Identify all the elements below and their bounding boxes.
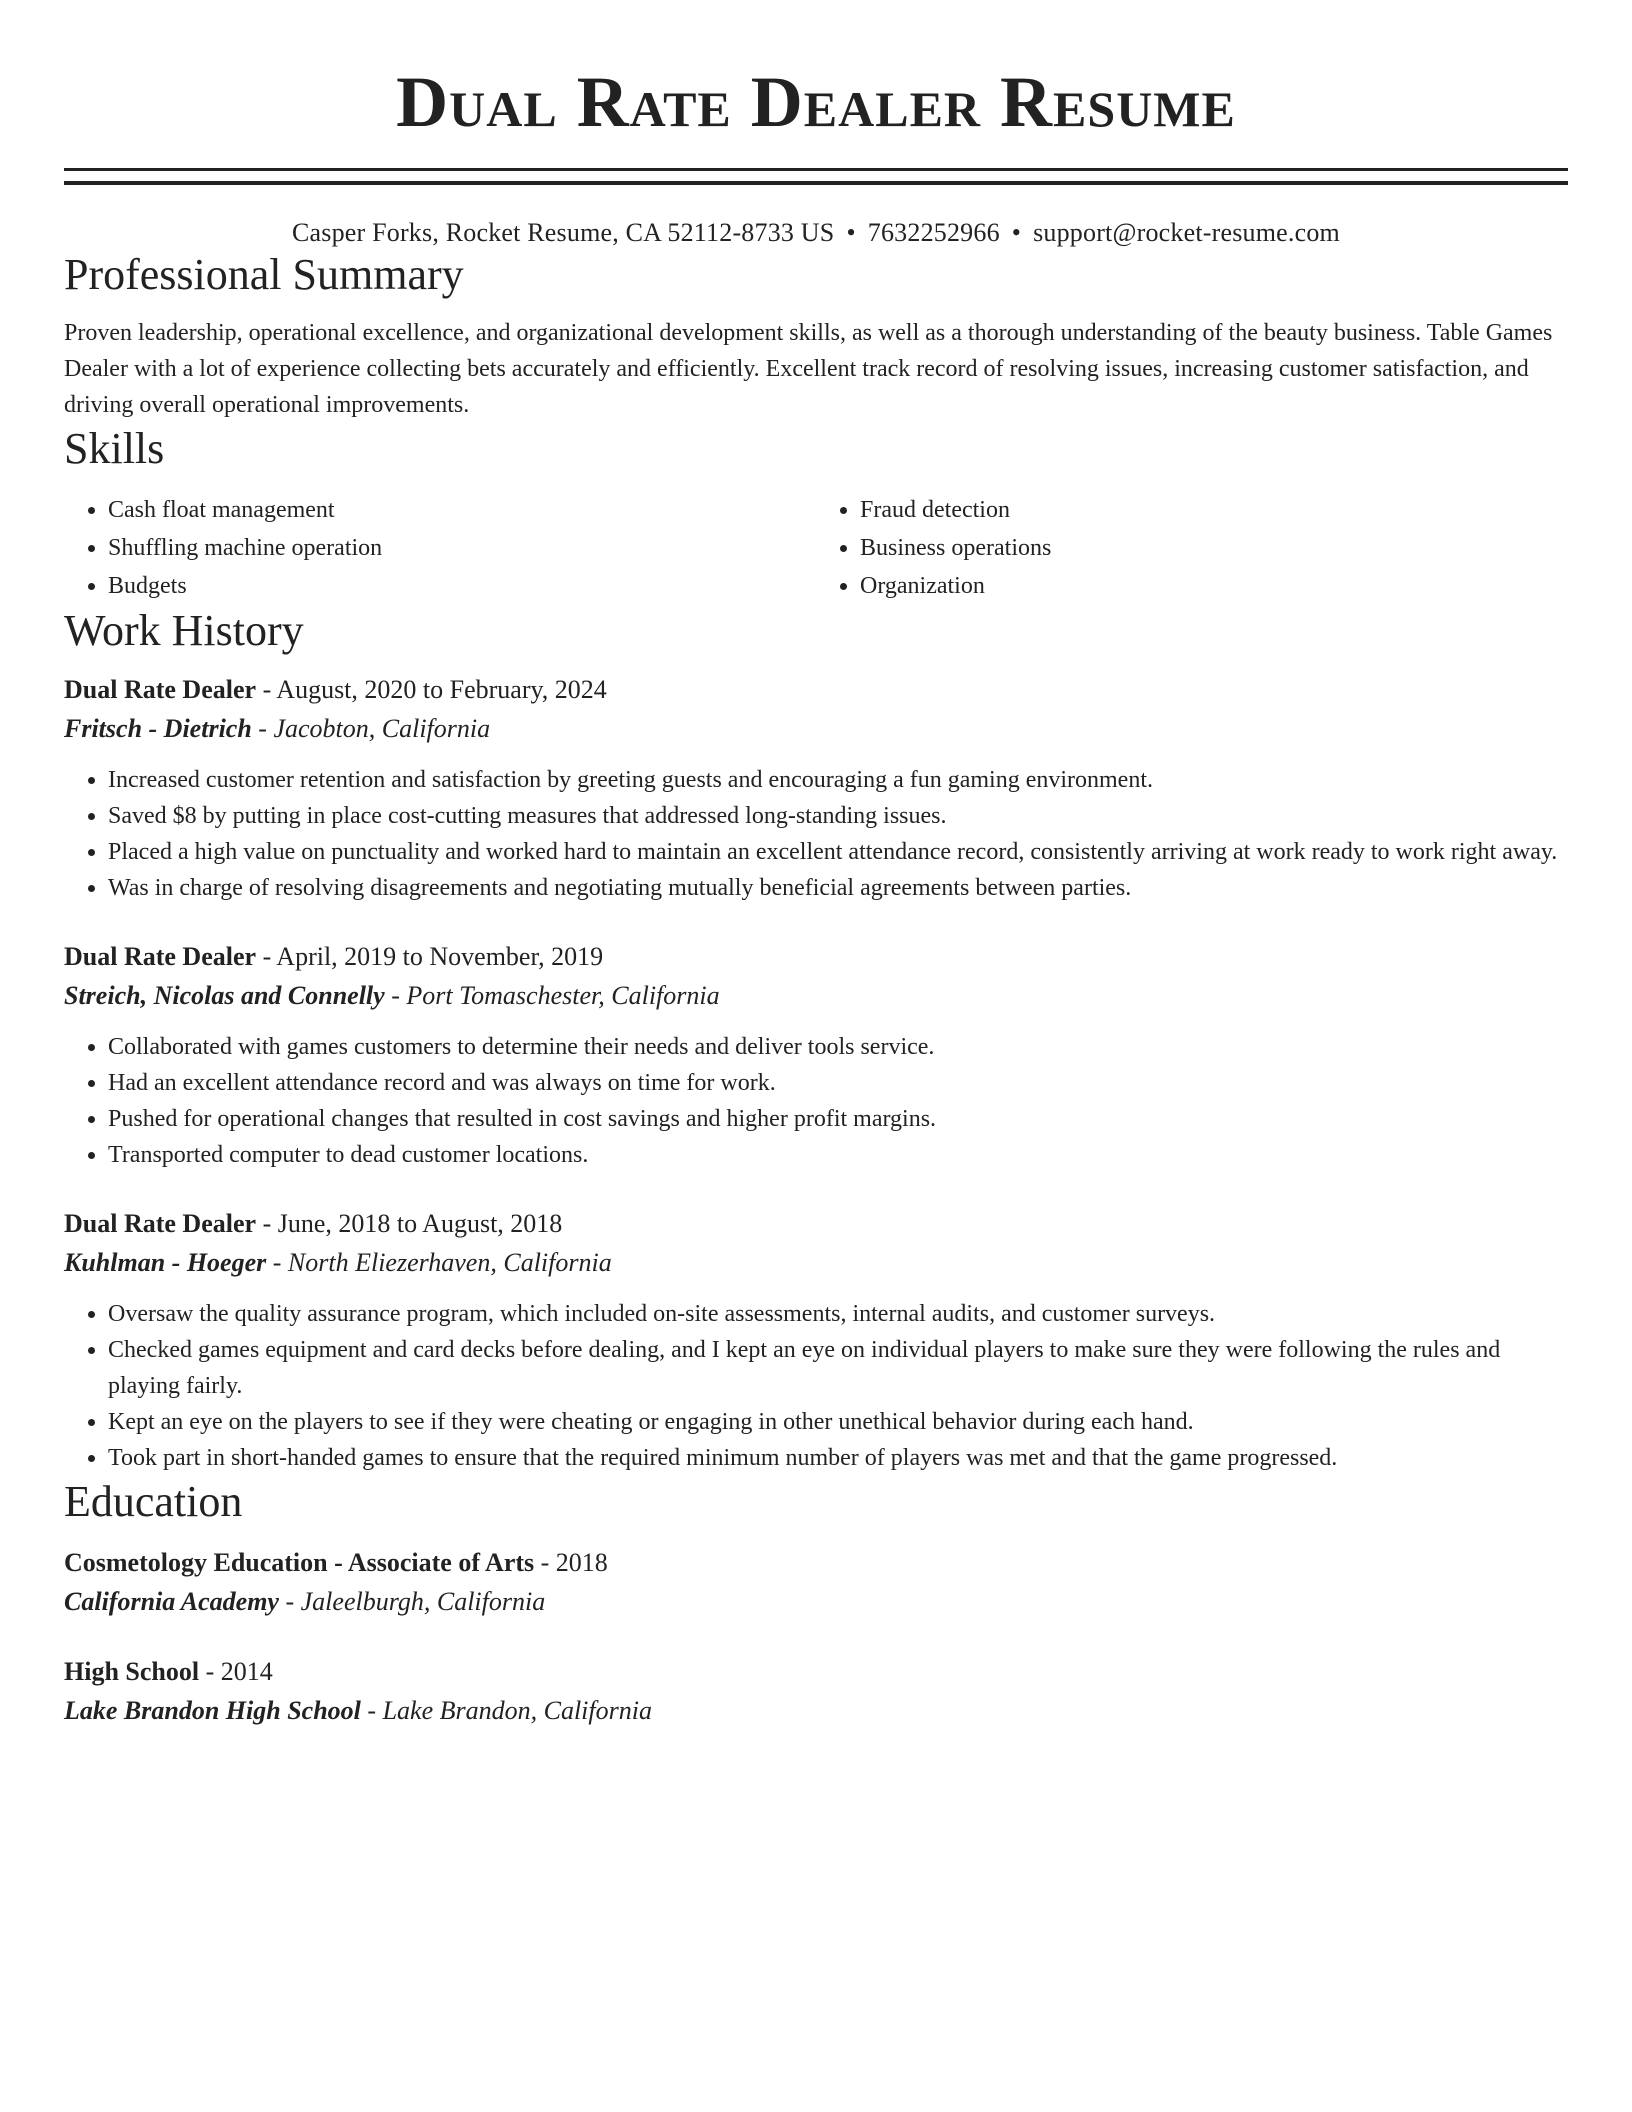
job-bullet: • Took part in short-handed games to ensure that the required minimum number of players was met and that the game progressed. bbox=[108, 1440, 1568, 1476]
job-company-line bbox=[64, 1243, 1568, 1282]
job-entry bbox=[64, 671, 1568, 906]
education-heading: Education bbox=[64, 1477, 243, 1526]
skill-item: • Business operations bbox=[860, 529, 1568, 567]
education-degree: High School bbox=[64, 1657, 200, 1686]
job-title: Dual Rate Dealer bbox=[64, 675, 257, 704]
skill-item: • Cash float management bbox=[108, 491, 816, 529]
job-dates: - April, 2019 to November, 2019 bbox=[256, 942, 604, 971]
job-title-line bbox=[64, 1205, 1568, 1243]
job-location: - North Eliezerhaven, California bbox=[266, 1248, 612, 1277]
summary-text: Proven leadership, operational excellence, and organizational development skills, as well as a thorough understanding of the beauty business. Table Games Dealer with a lot of experience collecting bets accurately and efficiently. Excellent track record of resolving issues, increasing customer satisfaction, and driving overall operational improvements. bbox=[64, 320, 1553, 418]
title-double-rule bbox=[64, 168, 1568, 185]
job-title: Dual Rate Dealer bbox=[64, 1209, 257, 1238]
job-bullet: • Pushed for operational changes that resulted in cost savings and higher profit margins. bbox=[108, 1101, 1568, 1137]
job-company: Streich, Nicolas and Connelly bbox=[64, 981, 385, 1010]
job-bullet: • Increased customer retention and satisfaction by greeting guests and encouraging a fun gaming environment. bbox=[108, 762, 1568, 798]
job-bullet: • Had an excellent attendance record and was always on time for work. bbox=[108, 1065, 1568, 1101]
education-school-line bbox=[64, 1691, 1568, 1730]
job-bullet: • Transported computer to dead customer locations. bbox=[108, 1137, 1568, 1173]
job-bullet: • Oversaw the quality assurance program, which included on-site assessments, internal audits, and customer surveys. bbox=[108, 1296, 1568, 1332]
skill-item: • Organization bbox=[860, 567, 1568, 605]
contact-separator: • bbox=[1011, 218, 1022, 247]
job-company: Kuhlman - Hoeger bbox=[64, 1248, 267, 1277]
education-degree: Cosmetology Education - Associate of Arts bbox=[64, 1548, 535, 1577]
education-location: - Lake Brandon, California bbox=[360, 1696, 652, 1725]
skills-list bbox=[64, 491, 1568, 605]
job-bullets bbox=[64, 1296, 1568, 1476]
contact-phone: 7632252966 bbox=[867, 218, 1000, 247]
skills-column-right bbox=[816, 491, 1568, 605]
contact-address: Casper Forks, Rocket Resume, CA 52112-8733 US bbox=[291, 218, 835, 247]
job-dates: - June, 2018 to August, 2018 bbox=[256, 1209, 563, 1238]
education-school-line bbox=[64, 1582, 1568, 1621]
work-history-heading: Work History bbox=[64, 606, 304, 655]
education-entry bbox=[64, 1653, 1568, 1730]
skill-item: • Fraud detection bbox=[860, 491, 1568, 529]
education-entry bbox=[64, 1544, 1568, 1621]
education-year: - 2018 bbox=[534, 1548, 608, 1577]
job-title-line bbox=[64, 938, 1568, 976]
job-dates: - August, 2020 to February, 2024 bbox=[256, 675, 607, 704]
contact-line bbox=[64, 217, 1568, 249]
job-title-line bbox=[64, 671, 1568, 709]
skill-item: • Budgets bbox=[108, 567, 816, 605]
job-entry bbox=[64, 1205, 1568, 1476]
skills-heading: Skills bbox=[64, 424, 165, 473]
education-year: - 2014 bbox=[199, 1657, 273, 1686]
job-location: - Jacobton, California bbox=[251, 714, 491, 743]
summary-heading: Professional Summary bbox=[64, 250, 464, 299]
education-degree-line bbox=[64, 1653, 1568, 1691]
job-bullet: • Placed a high value on punctuality and worked hard to maintain an excellent attendance record, consistently arriving at work ready to work right away. bbox=[108, 834, 1568, 870]
job-location: - Port Tomaschester, California bbox=[384, 981, 720, 1010]
job-bullet: • Checked games equipment and card decks before dealing, and I kept an eye on individual players to make sure they were following the rules and playing fairly. bbox=[108, 1332, 1568, 1404]
page-title: Dual Rate Dealer Resume bbox=[396, 62, 1236, 142]
job-company-line bbox=[64, 709, 1568, 748]
job-company: Fritsch - Dietrich bbox=[64, 714, 252, 743]
job-entry bbox=[64, 938, 1568, 1173]
skill-item: • Shuffling machine operation bbox=[108, 529, 816, 567]
job-bullets bbox=[64, 762, 1568, 906]
job-company-line bbox=[64, 976, 1568, 1015]
education-degree-line bbox=[64, 1544, 1568, 1582]
job-bullet: • Saved $8 by putting in place cost-cutting measures that addressed long-standing issues. bbox=[108, 798, 1568, 834]
job-bullets bbox=[64, 1029, 1568, 1173]
contact-email: support@rocket-resume.com bbox=[1033, 218, 1340, 247]
job-bullet: • Collaborated with games customers to determine their needs and deliver tools service. bbox=[108, 1029, 1568, 1065]
job-bullet: • Was in charge of resolving disagreements and negotiating mutually beneficial agreements between parties. bbox=[108, 870, 1568, 906]
job-bullet: • Kept an eye on the players to see if they were cheating or engaging in other unethical behavior during each hand. bbox=[108, 1404, 1568, 1440]
education-school: Lake Brandon High School bbox=[64, 1696, 361, 1725]
contact-separator: • bbox=[846, 218, 856, 247]
job-title: Dual Rate Dealer bbox=[64, 942, 257, 971]
education-location: - Jaleelburgh, California bbox=[278, 1587, 546, 1616]
education-school: California Academy bbox=[64, 1587, 279, 1616]
skills-column-left bbox=[64, 491, 816, 605]
